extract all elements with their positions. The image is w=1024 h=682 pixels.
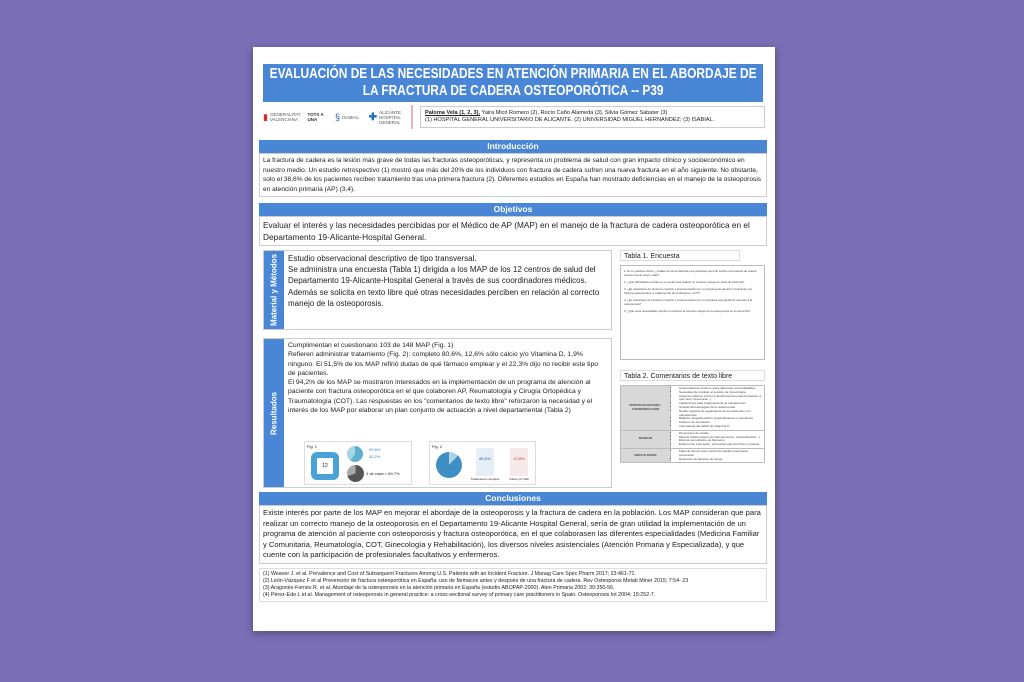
tabla1 xyxy=(620,265,765,360)
fig2-pie xyxy=(436,452,462,478)
list-item: • Mejorar adherencia (más intervenciones, polimedicación...) xyxy=(679,436,762,440)
row-label: PROTOCOLIZACIÓN - CONSENSUACIÓN xyxy=(621,386,671,431)
survey-question: 2. ¿Qué dificultades percibe en su medio para realizar un correcto manejo de estas de fracturas? xyxy=(624,280,745,284)
hospital-logo: ✚ ALICANTE HOSPITAL GENERAL xyxy=(369,110,407,125)
generalitat-logo: ▮ GENERALITAT VALENCIANA xyxy=(263,111,301,122)
list-item: • Enfermería: educación, promoción ejercicio físico, prótesis... xyxy=(679,443,762,447)
fig1-center: 12 xyxy=(322,462,328,469)
table-row xyxy=(621,448,765,462)
objetivos-text: Evaluar el interés y las necesidades percibidas por el Médico de AP (MAP) en el manejo de la fractura de cadera osteoporótica en el Departamento 19-Alicante-Hospital General. xyxy=(259,216,767,246)
figure-1 xyxy=(304,441,412,485)
list-item: • Indicaciones para tratamiento de la osteoporosis xyxy=(679,402,762,406)
fig1-pie-1 xyxy=(347,446,363,462)
resultados-line: El 94,2% de los MAP se mostraron interesados en la implementación de un programa de atención al paciente con fractura osteoporótica en el que colaboren AP, Reumatología y Cirugía Ortopédica y Traumatología (COT). Las respuestas en los "comentarios de texto libre" reforzaron la necesidad y el interés de los MAP por elaborar un plan conjunto de actuación a nivel departamental (Tabla 2) xyxy=(288,379,593,415)
tots-a-una-logo xyxy=(307,112,325,122)
isabial-logo: § ISABIAL xyxy=(335,111,360,122)
figure-2 xyxy=(429,441,536,485)
metodos-body xyxy=(284,251,611,329)
survey-question: 5. ¿Qué otras necesidades percibe en relación al correcto manejo de la osteoporosis en su día a día? xyxy=(624,309,751,313)
tabla1-caption: Tabla 1. Encuesta xyxy=(620,250,740,261)
resultados-body xyxy=(284,339,611,487)
list-item: • Aspectos básicos sobre la densitometría (cuándo hacerla, a qué nivel, frecuencia...) xyxy=(679,395,762,403)
list-item: • Efectos secundarios de fármacos xyxy=(679,439,762,443)
objetivos-heading: Objetivos xyxy=(259,203,767,216)
fig1-value: 59,8% xyxy=(369,447,381,452)
logo-text: GENERALITAT VALENCIANA xyxy=(269,112,301,122)
conclusiones-heading: Conclusiones xyxy=(259,492,767,505)
fig1-label: Fig. 1 xyxy=(307,444,318,449)
affiliations: (1) HOSPITAL GENERAL UNIVERSITARIO DE ALICANTE. (2) UNIVERSIDAD MIGUEL HERNANDEZ; (3) ISABIAL. xyxy=(425,117,715,123)
metodos-line: Estudio observacional descriptivo de tipo transversal. xyxy=(288,254,477,263)
list-item: • Prevención de caídas xyxy=(679,432,762,436)
poster-title: EVALUACIÓN DE LAS NECESIDADES EN ATENCIÓN PRIMARIA EN EL ABORDAJE DE LA FRACTURA DE CADERA OSTEOPORÓTICA -- P39 xyxy=(269,66,757,99)
references xyxy=(259,568,767,602)
fig1-pie-2 xyxy=(347,465,364,482)
intro-heading: Introducción xyxy=(259,140,767,153)
list-item: • Criterios de derivación xyxy=(679,421,762,425)
logo-text: ISABIAL xyxy=(342,114,360,120)
co-authors: Yaira Micó Romero (2), Rocío Caño Alameda (3), Silvia Gómez Sabater (3) xyxy=(480,110,668,116)
reference: (3) Aragonés-Fornés R. et al. Abordaje de la osteoporosis en la atención primaria en España (estudio ABOPAP-2000). Aten Primaria 2002; 30:350-56. xyxy=(263,585,615,591)
logo-text: TOTS A UNA xyxy=(307,112,324,122)
fig2-label: Fig. 2 xyxy=(432,444,443,449)
list-item: • Unanimidad de criterios entre diferentes especialidades xyxy=(679,387,762,391)
fig2-value: 80,6% xyxy=(479,456,491,461)
logo-text: ALICANTE HOSPITAL GENERAL xyxy=(378,109,401,125)
poster xyxy=(253,47,775,631)
row-label: DIFICULTADES xyxy=(621,448,671,462)
list-item: • Falta de tiempo para control de adultos para hacer prevención xyxy=(679,450,762,458)
reference: (4) Pérez-Edo L et al. Management of osteoporosis in general practice: a cross-sectional survey of primary care practitioners in Spain. Osteoporosis Int 2004; 15:252-7. xyxy=(263,592,656,598)
fig2-caption: Calcio y/o VitD xyxy=(509,477,529,481)
survey-question: 1. En su práctica clínica, ¿Cuáles de forma habitual a los pacientes que han sufrido una fractura de cadera, incluso una de mayor edad? xyxy=(624,269,758,277)
reference: (2) León-Vázquez F et al Prevención de fractura osteoporótica en España: uso de fármacos antes y después de una fractura de cadera. Rev Osteoporos Metab Miner 2015; 7:54- 23 xyxy=(263,578,689,584)
table-row xyxy=(621,430,765,448)
list-item: • Terapia farmacológica de la osteoporosis xyxy=(679,406,762,410)
table-row xyxy=(621,386,765,431)
poster-title-banner xyxy=(263,64,763,102)
fig1-value: 4 de cada = 69,7% xyxy=(366,471,400,476)
row-label: MANEJO xyxy=(621,430,671,448)
fig1-value: 40,2% xyxy=(369,454,381,459)
list-item: • Necesidad de implicar al servicio de Ginecología xyxy=(679,391,762,395)
fig2-caption: Tratamiento completo xyxy=(470,477,500,481)
resultados-line: Cumplimentan el cuestionario 103 de 148 MAP (Fig. 1) xyxy=(288,342,454,349)
resultados-heading: Resultados xyxy=(264,339,284,487)
fig2-bar-2 xyxy=(510,448,528,476)
conclusiones-text: Existe interés por parte de los MAP en mejorar el abordaje de la osteoporosis y la fractura de cadera en la población. Los MAP consideran que para realizar un correcto manejo de la osteoporosis en el Departamento 19-Alicante Hospital General, sería de gran utilidad la implementación de un programa de atención al paciente con osteoporosis y fractura osteoporótica, en el que colaborasen las diferentes especialidades (Medicina Familiar y Comunitaria, Reumatología, COT, Ginecología y Rehabilitación), los diversos niveles asistenciales (Atención Primaria y Especializada), y que cuente con la participación de profesionales facultativos y enfermeros. xyxy=(259,505,767,564)
list-item: • Detección de factores de riesgo xyxy=(679,458,762,462)
reference: (1) Weaver J. et al. Prevalence and Cost of Subsequent Fractures Among U.S. Patients with an Incident Fracture. J Manag Care Spec Pharm 2017; 23:461-71. xyxy=(263,571,636,577)
fig1-cross-graphic xyxy=(311,452,339,480)
intro-text: La fractura de cadera es la lesión más grave de todas las fracturas osteoporóticas, y representa un problema de salud con gran impacto clínico y socioeconómico en nuestro medio. Un estudio retrospectivo (1) mostró que más del 20% de los individuos con fractura de cadera sufren una nueva fractura en el año siguiente. No obstante, solo el 38,6% de los pacientes reciben tratamiento tras una primera fractura (2). Diferentes estudios en España han mostrado deficiencias en el manejo de la osteoporosis en atención primaria (AP) (3,4). xyxy=(259,153,767,197)
list-item: • Balance riesgo/beneficio (especialmente en ancianos) xyxy=(679,417,762,421)
list-item: • Dudas respecto al seguimiento de los pacientes con osteoporosis xyxy=(679,410,762,418)
logos-row xyxy=(263,105,413,129)
fig2-bar-1 xyxy=(476,448,494,476)
metodos-section xyxy=(263,250,612,330)
tabla2-caption: Tabla 2. Comentarios de texto libre xyxy=(620,370,765,381)
authors-box xyxy=(420,106,765,128)
survey-question: 3. ¿Es usted/sería de interés la creación e implementación de un programa de atención al paciente con fractura osteoporótica, a colaborar AP, Reumatología y COT? xyxy=(624,287,753,295)
metodos-line: Se administra una encuesta (Tabla 1) dirigida a los MAP de los 12 centros de salud del Departamento 19-Alicante-Hospital General a través de sus coordinadores médicos. Además se solicita en texto libre qué otras necesidades perciben en relación al correcto manejo de la osteoporosis. xyxy=(288,265,600,308)
resultados-line: Refieren administrar tratamiento (Fig. 2): completo 80,6%, 12,6% sólo calcio y/o Vitamina D, 1,9% ninguno. El 51,5% de los MAP refirió dudas de qué fármaco emplear y el 22,3% dijo no recibir este tipo de pacientes. xyxy=(288,351,599,377)
lead-author: Paloma Vela (1, 2, 3), xyxy=(425,110,481,116)
list-item: • Importancia del déficit de Vitamina D xyxy=(679,425,762,429)
fig2-value: 12,6% xyxy=(513,456,525,461)
tabla2 xyxy=(620,385,765,463)
survey-question: 4. ¿Es usted/sería de interés la creación e implementación de un programa más global de atención a la osteoporosis? xyxy=(624,298,753,306)
metodos-heading: Material y Métodos xyxy=(264,251,284,329)
resultados-section xyxy=(263,338,612,488)
